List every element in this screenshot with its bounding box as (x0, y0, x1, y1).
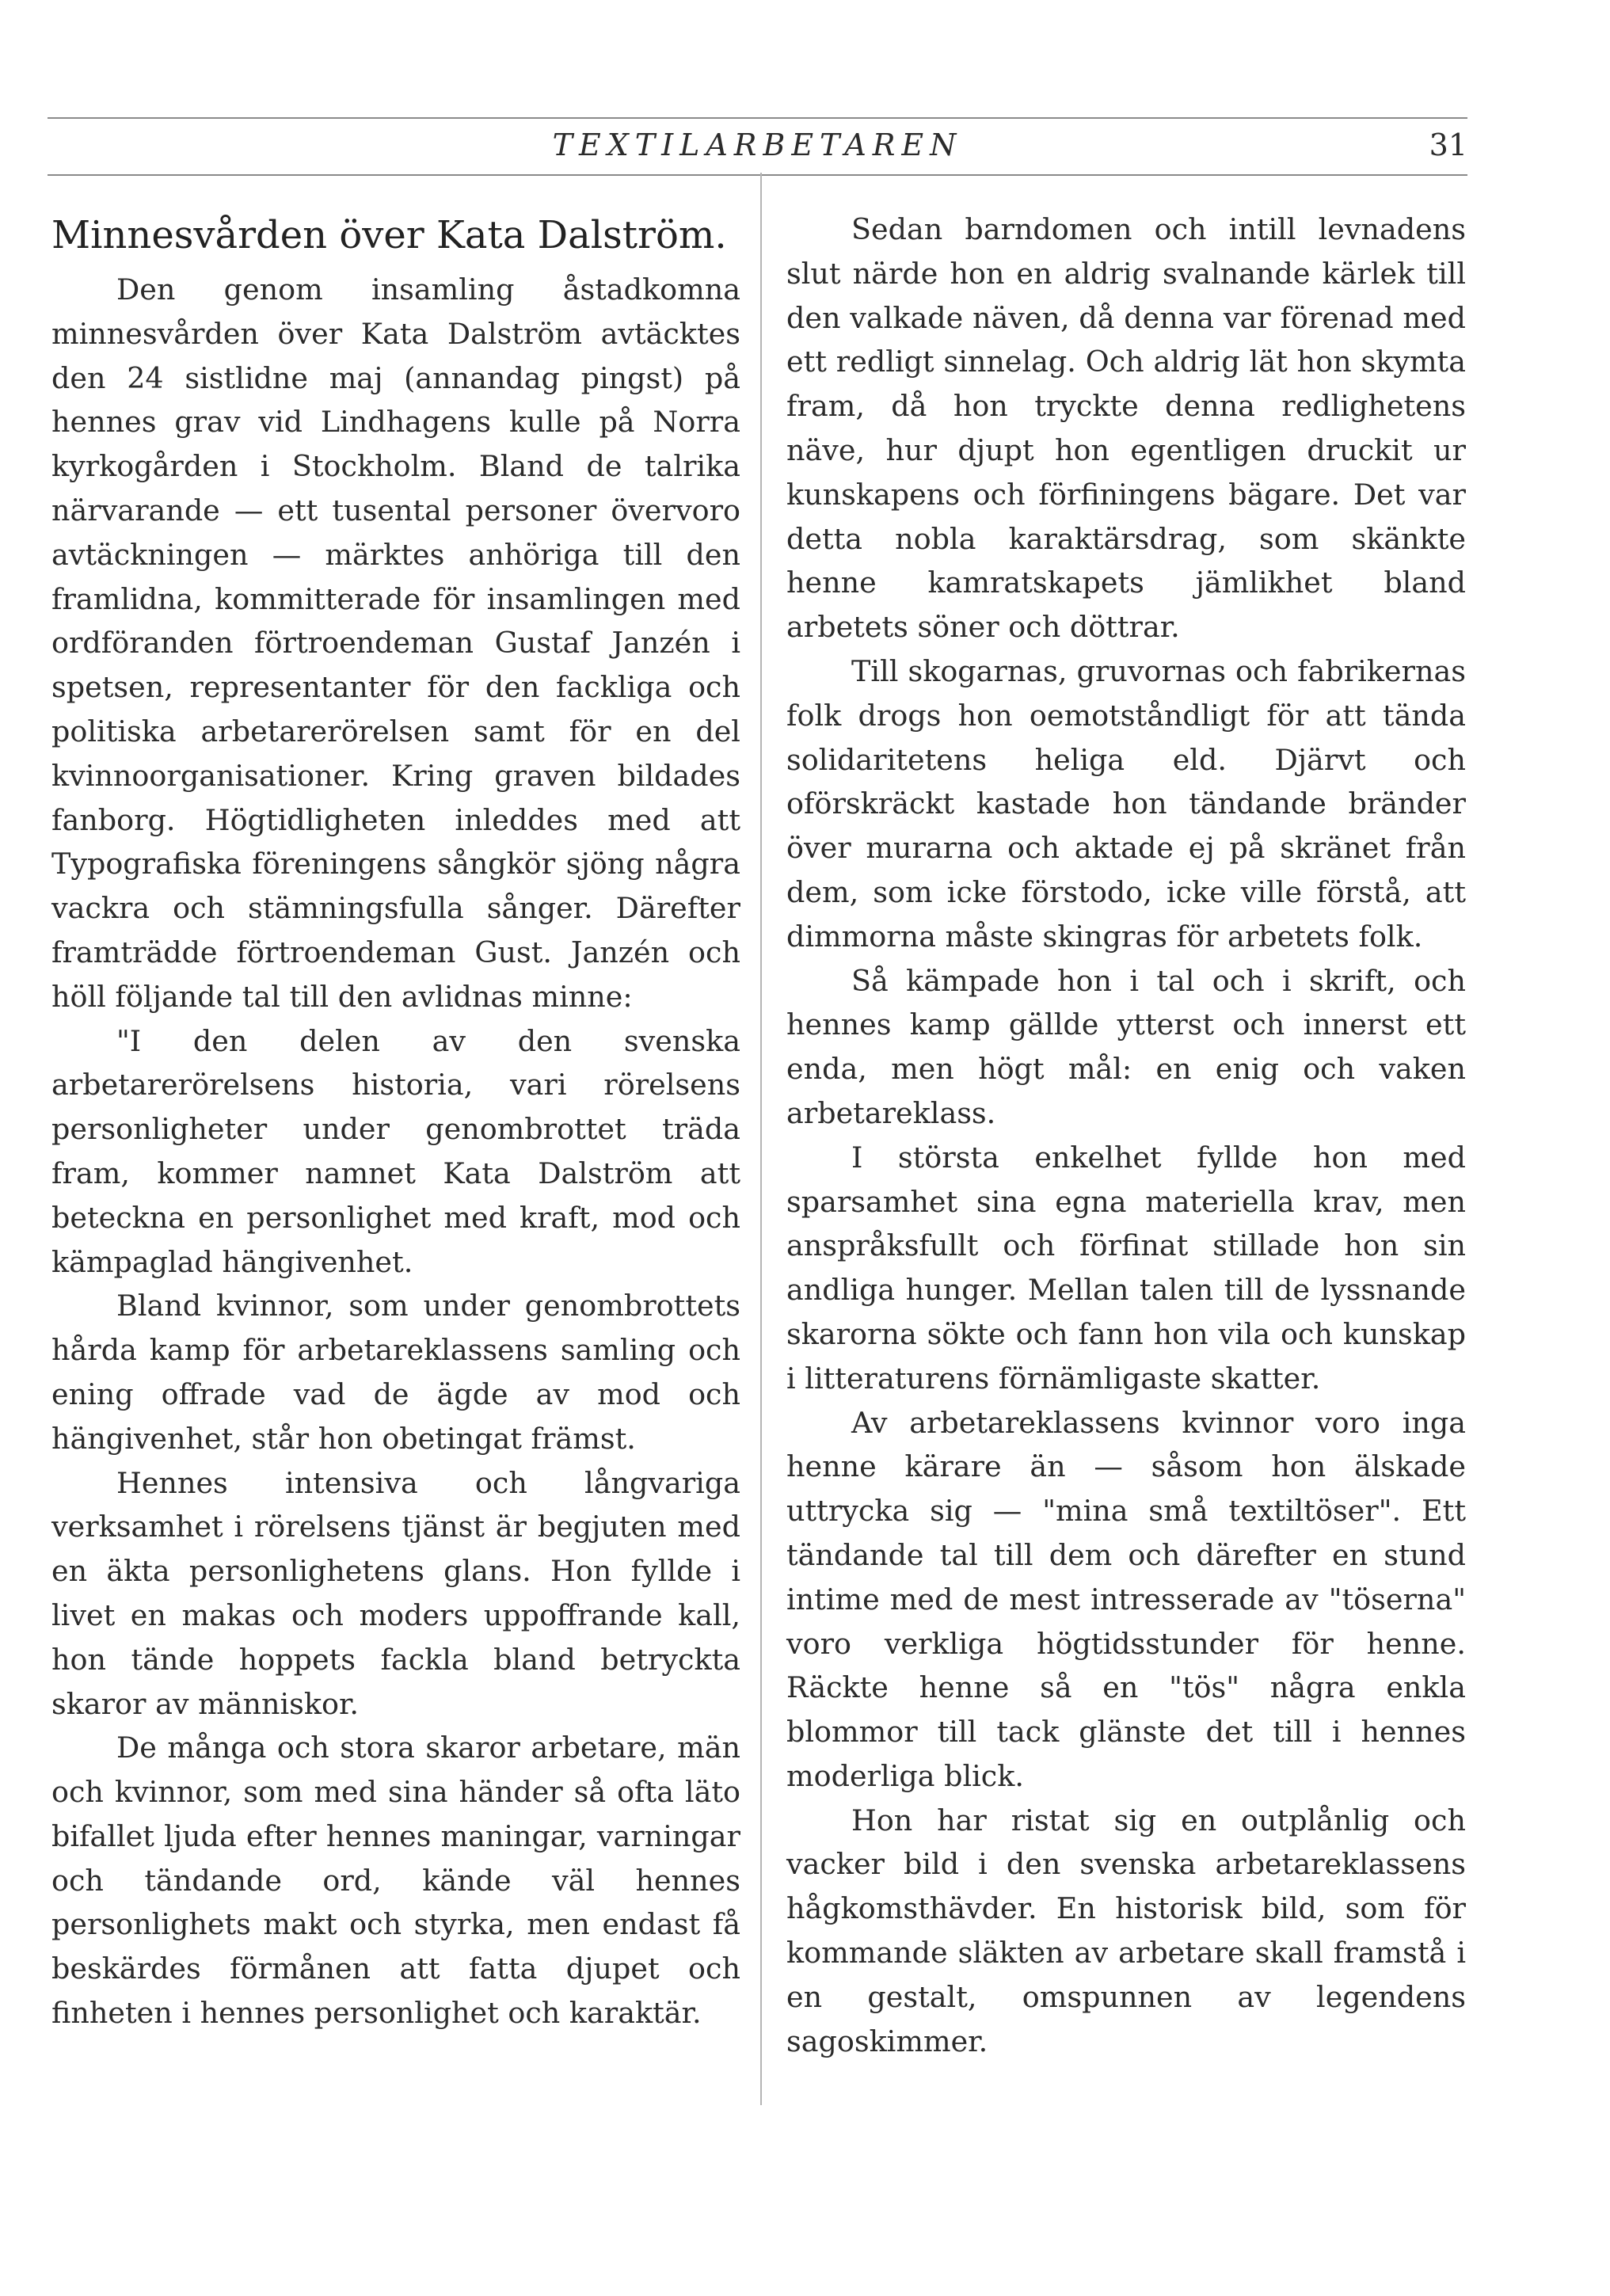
paragraph: Hennes intensiva och långvariga verksamhet i rörelsens tjänst är begjuten med en äkta personlighetens glans. Hon fyllde i livet en makas och moders uppoffrande kall, hon tände hoppets fackla bland betryckta skaror av människor. (51, 1465, 740, 1721)
paragraph: Hon har ristat sig en outplånlig och vacker bild i den svenska arbetareklassens hågkomsthävder. En historisk bild, som för kommande släkten av arbetare skall framstå i en gestalt, omspunnen av legendens sagoskimmer. (786, 1803, 1466, 2058)
paragraph: I största enkelhet fyllde hon med sparsamhet sina egna materiella krav, men anspråksfullt och förfinat stillade hon sin andliga hunger. Mellan talen till de lyssnande skarorna sökte och fann hon vila och kunskap i litteraturens förnämligaste skatter. (786, 1140, 1466, 1395)
paragraph: Bland kvinnor, som under genombrottets hårda kamp för arbetareklassens samling och ening offrade vad de ägde av mod och hängivenhet, står hon obetingat främst. (51, 1289, 740, 1456)
running-title: TEXTILARBETAREN (552, 128, 963, 162)
page-number: 31 (1429, 128, 1467, 162)
page-header (48, 117, 1467, 176)
right-column (786, 208, 1466, 2063)
left-column (51, 208, 740, 2035)
paragraph: Till skogarnas, gruvornas och fabrikernas folk drogs hon oemotståndligt för att tända solidaritetens heliga eld. Djärvt och oförskräckt kastade hon tändande bränder över murarna och aktade ej på skränet från dem, som icke förstodo, icke ville förstå, att dimmorna måste skingras för arbetets folk. (786, 653, 1466, 954)
paragraph: "I den delen av den svenska arbetarerörelsens historia, vari rörelsens personligheter under genombrottet träda fram, kommer namnet Kata Dalström att beteckna en personlighet med kraft, mod och kämpaglad hängivenhet. (51, 1023, 740, 1279)
article-title: Minnesvården över Kata Dalström. (51, 213, 727, 257)
paragraph: Sedan barndomen och intill levnadens slut närde hon en aldrig svalnande kärlek till den valkade näven, då denna var förenad med ett redligt sinnelag. Och aldrig lät hon skymta fram, då hon tryckte denna redlighetens näve, hur djupt hon egentligen druckit ur kunskapens och förfiningens bägare. Det var detta nobla karaktärsdrag, som skänkte henne kamratskapets jämlikhet bland arbetets söner och döttrar. (786, 212, 1466, 645)
paragraph: Av arbetareklassens kvinnor voro inga henne kärare än — såsom hon älskade uttrycka sig — "mina små textiltöser". Ett tändande tal till dem och därefter en stund intime med de mest intresserade av "töserna" voro verkliga högtidsstunder för henne. Räckte henne så en "tös" några enkla blommor till tack glänste det till i hennes moderliga blick. (786, 1405, 1466, 1793)
paragraph: Så kämpade hon i tal och i skrift, och hennes kamp gällde ytterst och innerst ett enda, men högt mål: en enig och vaken arbetareklass. (786, 963, 1466, 1130)
paragraph: Den genom insamling åstadkomna minnesvården över Kata Dalström avtäcktes den 24 sistlidne maj (annandag pingst) på hennes grav vid Lindhagens kulle på Norra kyrkogården i Stockholm. Bland de talrika närvarande — ett tusental personer övervoro avtäckningen — märktes anhöriga till den framlidna, kommitterade för insamlingen med ordföranden förtroendeman Gustaf Janzén i spetsen, representanter för den fackliga och politiska arbetarerörelsen samt för en del kvinnoorganisationer. Kring graven bildades fanborg. Högtidligheten inleddes med att Typografiska föreningens sångkör sjöng några vackra och stämningsfulla sånger. Därefter framträdde förtroendeman Gust. Janzén och höll följande tal till den avlidnas minne: (51, 272, 740, 1014)
column-divider (760, 173, 762, 2105)
paragraph: De många och stora skaror arbetare, män och kvinnor, som med sina händer så ofta läto bifallet ljuda efter hennes maningar, varningar och tändande ord, kände väl hennes personlighets makt och styrka, men endast få beskärdes förmånen att fatta djupet och finheten i hennes personlighet och karaktär. (51, 1731, 740, 2031)
